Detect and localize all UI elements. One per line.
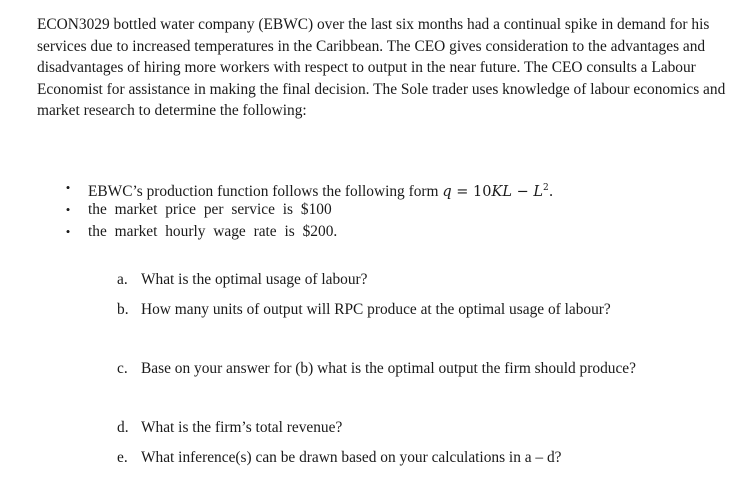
question-text: What inference(s) can be drawn based on your calculations in a – d? bbox=[141, 449, 562, 466]
question-text: What is the optimal usage of labour? bbox=[141, 271, 368, 288]
question-text: How many units of output will RPC produce at the optimal usage of labour? bbox=[141, 301, 611, 318]
question-e bbox=[117, 448, 562, 468]
question-text: What is the firm’s total revenue? bbox=[141, 419, 343, 436]
question-letter: b. bbox=[117, 301, 129, 318]
question-b bbox=[117, 300, 611, 320]
question-letter: a. bbox=[117, 271, 128, 288]
list-item bbox=[60, 199, 553, 221]
intro-paragraph: ECON3029 bottled water company (EBWC) over the last six months had a continual spike in demand for his services due to increased temperatures in the Caribbean. The CEO gives consideration to the advantages and disadvantages of hiring more workers with respect to output in the near future. The CEO consults a Labour Economist for assistance in making the final decision. The Sole trader uses knowledge of labour economics and market research to determine the following: bbox=[37, 16, 726, 120]
production-function-formula: $q = 10KL - L^2$. bbox=[442, 183, 554, 200]
bullet-icon: • bbox=[65, 202, 71, 217]
question-d bbox=[117, 418, 342, 438]
question-letter: c. bbox=[117, 360, 128, 377]
question-text: Base on your answer for (b) what is the optimal output the firm should produce? bbox=[141, 360, 636, 377]
question-letter: e. bbox=[117, 449, 128, 466]
list-item bbox=[60, 221, 553, 243]
bullet-text: the market price per service is $100 bbox=[88, 201, 332, 218]
bullet-icon: • bbox=[65, 224, 71, 239]
question-a bbox=[117, 270, 368, 290]
question-letter: d. bbox=[117, 419, 129, 436]
bullet-text: the market hourly wage rate is $200. bbox=[88, 223, 338, 240]
bullet-text: EBWC’s production function follows the following form bbox=[88, 182, 443, 200]
question-c bbox=[117, 359, 636, 379]
assumptions-list bbox=[60, 177, 553, 243]
bullet-icon: • bbox=[65, 180, 71, 195]
list-item bbox=[60, 177, 553, 199]
